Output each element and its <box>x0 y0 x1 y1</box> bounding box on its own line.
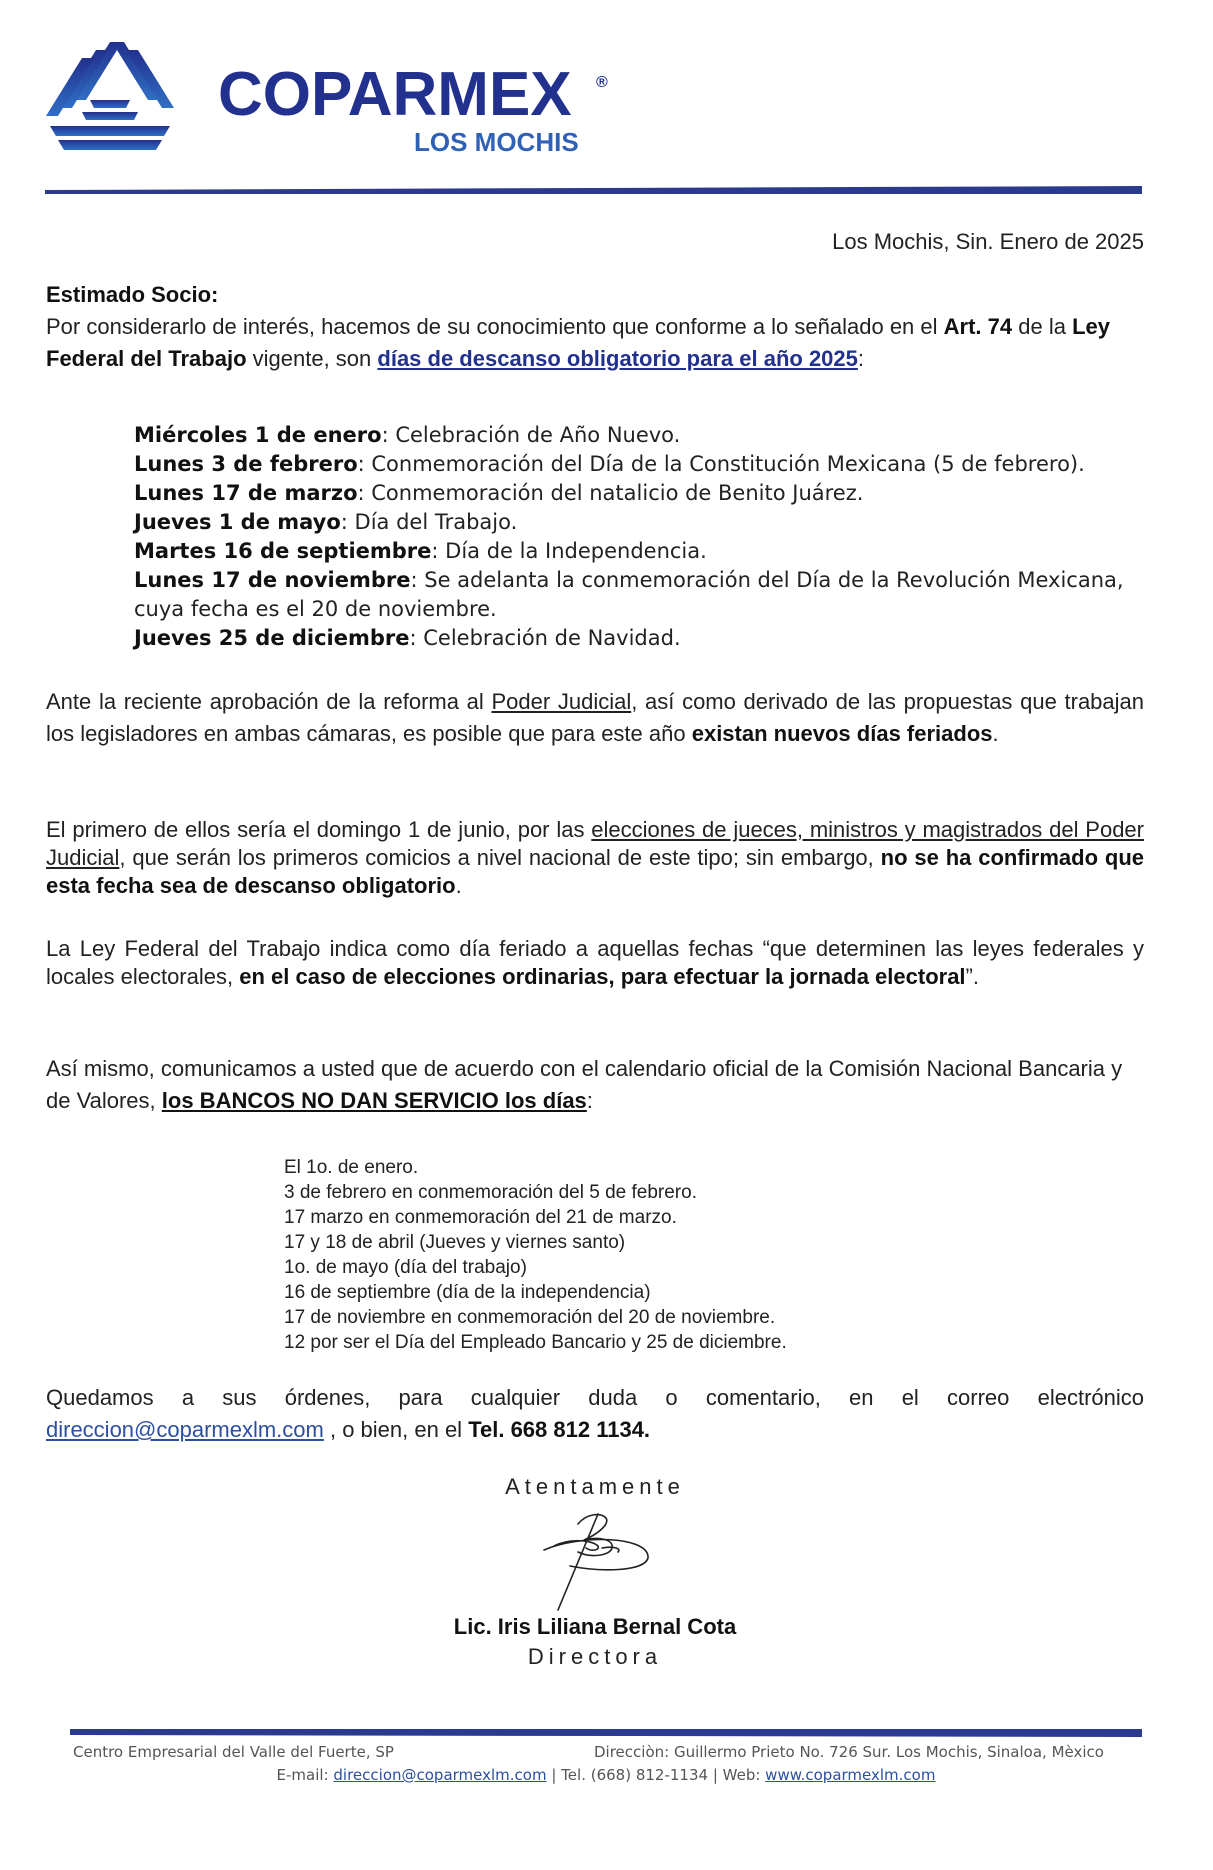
registered-mark: ® <box>596 74 608 91</box>
holiday-list <box>134 421 1144 653</box>
footer-organization: Centro Empresarial del Valle del Fuerte, SP <box>73 1743 394 1761</box>
list-item: 3 de febrero en conmemoración del 5 de febrero. <box>284 1182 697 1203</box>
list-item: 17 de noviembre en conmemoración del 20 de noviembre. <box>284 1307 776 1328</box>
list-item: 1o. de mayo (día del trabajo) <box>284 1257 527 1278</box>
list-item: Miércoles 1 de enero: Celebración de Año Nuevo. <box>134 423 681 447</box>
coparmex-logo-icon <box>46 40 174 152</box>
footer-address: Direcciòn: Guillermo Prieto No. 726 Sur. Los Mochis, Sinaloa, Mèxico <box>594 1743 1104 1761</box>
list-item: El 1o. de enero. <box>284 1157 419 1178</box>
list-item: Lunes 17 de marzo: Conmemoración del natalicio de Benito Juárez. <box>134 481 864 505</box>
date-line: Los Mochis, Sin. Enero de 2025 <box>832 229 1144 254</box>
sign-off: Atentamente <box>505 1474 685 1499</box>
paragraph-banks: Así mismo, comunicamos a usted que de acuerdo con el calendario oficial de la Comisión Nacional Bancaria y de Valores, los BANCOS NO DAN SERVICIO los días: <box>46 1056 1123 1113</box>
footer-divider <box>70 1729 1142 1737</box>
brand-name: COPARMEX <box>218 60 572 129</box>
list-item: 12 por ser el Día del Empleado Bancario y 25 de diciembre. <box>284 1332 787 1353</box>
signature-image <box>540 1506 660 1616</box>
list-item: Jueves 1 de mayo: Día del Trabajo. <box>134 510 518 534</box>
closing-paragraph: Quedamos a sus órdenes, para cualquier duda o comentario, en el correo electrónico direccion@coparmexlm.com , o bien, en el Tel. 668 812 1134. <box>46 1385 1144 1442</box>
list-item: 17 y 18 de abril (Jueves y viernes santo) <box>284 1232 626 1253</box>
list-item: Jueves 25 de diciembre: Celebración de Navidad. <box>134 626 681 650</box>
list-item: Lunes 17 de noviembre: Se adelanta la conmemoración del Día de la Revolución Mexicana, cuya fecha es el 20 de noviembre. <box>134 568 1124 621</box>
paragraph-law: La Ley Federal del Trabajo indica como día feriado a aquellas fechas “que determinen las leyes federales y locales electorales, en el caso de elecciones ordinarias, para efectuar la jornada electoral”. <box>46 936 1144 989</box>
brand-subtitle: LOS MOCHIS <box>414 127 579 157</box>
email-link[interactable]: direccion@coparmexlm.com <box>46 1417 324 1442</box>
footer-web-link[interactable]: www.coparmexlm.com <box>765 1766 936 1784</box>
paragraph-elections: El primero de ellos sería el domingo 1 de junio, por las elecciones de jueces, ministros y magistrados del Poder Judicial, que serán los primeros comicios a nivel nacional de este tipo; sin embargo, no se ha confirmado que esta fecha sea de descanso obligatorio. <box>46 817 1144 898</box>
list-item: Martes 16 de septiembre: Día de la Independencia. <box>134 539 707 563</box>
intro-paragraph: Por considerarlo de interés, hacemos de su conocimiento que conforme a lo señalado en el Art. 74 de la Ley Federal del Trabajo vigente, son días de descanso obligatorio para el año 2025: <box>46 314 1110 371</box>
header-divider <box>45 186 1142 194</box>
holidays-link[interactable]: días de descanso obligatorio para el año 2025 <box>377 346 858 371</box>
paragraph-reform: Ante la reciente aprobación de la reforma al Poder Judicial, así como derivado de las propuestas que trabajan los legisladores en ambas cámaras, es posible que para este año existan nuevos días feriados. <box>46 689 1145 746</box>
footer-contact: E-mail: direccion@coparmexlm.com | Tel. (668) 812-1134 | Web: www.coparmexlm.com <box>276 1766 936 1784</box>
list-item: 16 de septiembre (día de la independencia) <box>284 1282 651 1303</box>
bank-days-list <box>284 1155 984 1355</box>
list-item: 17 marzo en conmemoración del 21 de marzo. <box>284 1207 677 1228</box>
signer-title: Directora <box>527 1644 663 1669</box>
signer-name: Lic. Iris Liliana Bernal Cota <box>453 1614 737 1639</box>
footer-email-link[interactable]: direccion@coparmexlm.com <box>333 1766 547 1784</box>
greeting: Estimado Socio: <box>46 282 219 307</box>
list-item: Lunes 3 de febrero: Conmemoración del Día de la Constitución Mexicana (5 de febrero). <box>134 452 1085 476</box>
